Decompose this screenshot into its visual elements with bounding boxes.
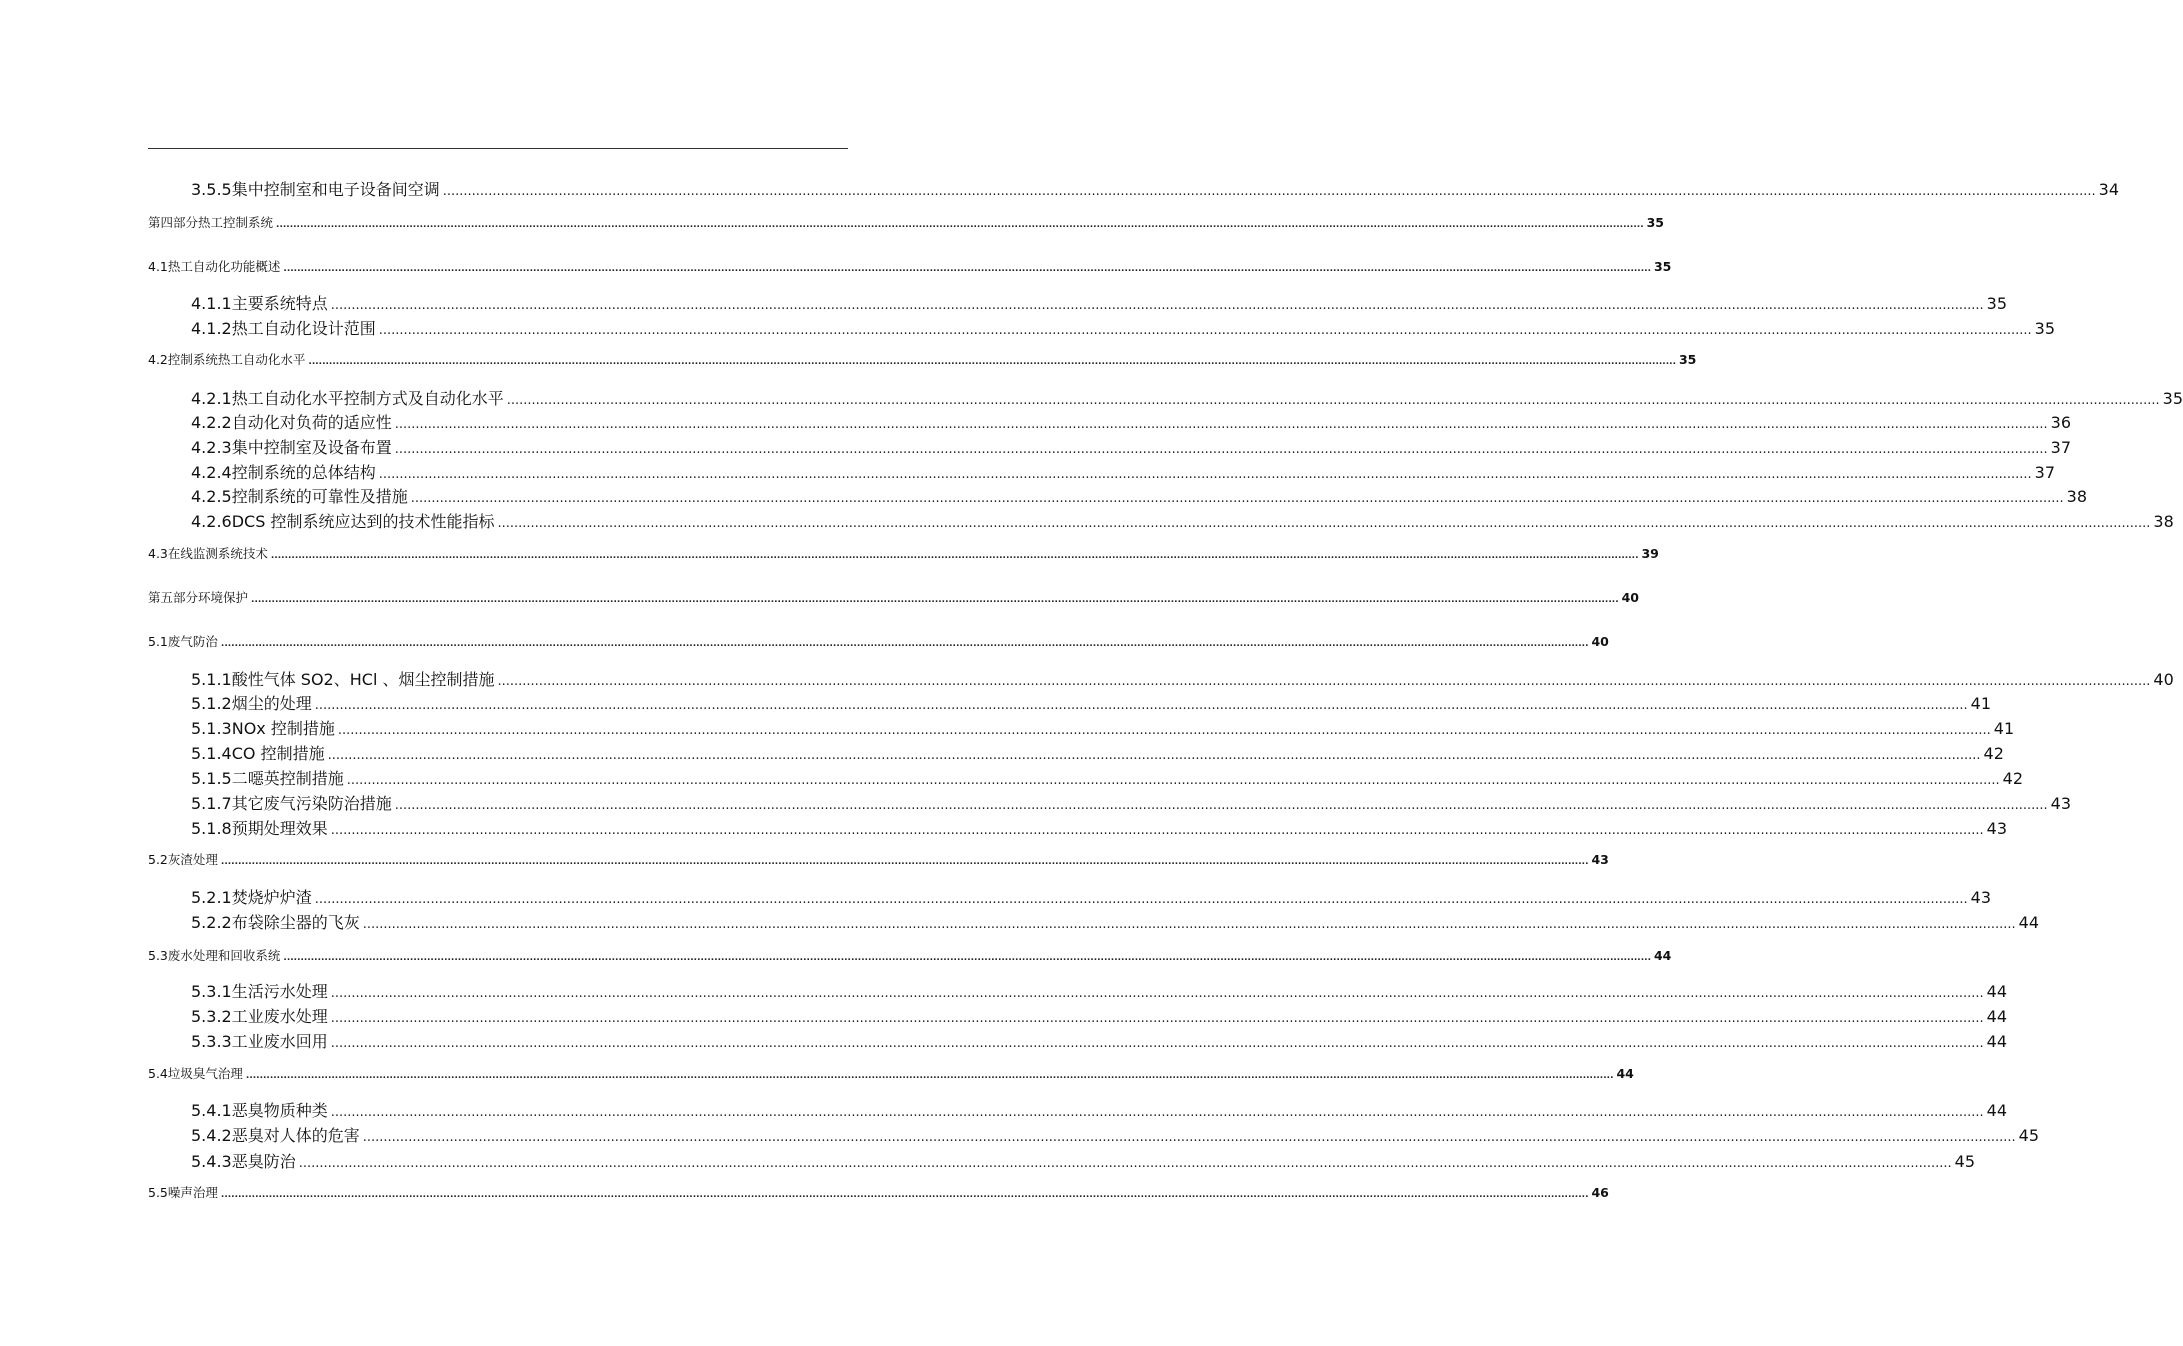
toc-entry-page: 44	[1653, 948, 1672, 963]
toc-entry-number: 5.3.1	[191, 982, 232, 1001]
toc-entry-title: 在线监测系统技术	[167, 546, 268, 561]
toc-entry-number: 3.5.5	[191, 180, 232, 199]
toc-entry-page: 35	[2034, 319, 2056, 338]
toc-leader-dots: ................................................................................................................................................................................................................................................................................................................................................................................................................	[394, 798, 2048, 813]
toc-leader-dots: ................................................................................................................................................................................................................................................................................................................................................................................................................	[308, 357, 1676, 367]
toc-leader-dots: ................................................................................................................................................................................................................................................................................................................................................................................................................	[394, 417, 2048, 432]
toc-entry[interactable]	[191, 410, 2072, 433]
toc-entry-title: 烟尘的处理	[231, 694, 312, 713]
toc-entry[interactable]	[191, 691, 1992, 714]
toc-entry-title: 集中控制室及设备布置	[231, 438, 392, 457]
toc-entry-page: 37	[2050, 438, 2072, 457]
toc-entry[interactable]	[148, 350, 1697, 368]
toc-entry-page: 35	[1646, 215, 1665, 230]
toc-leader-dots: ................................................................................................................................................................................................................................................................................................................................................................................................................	[251, 595, 1619, 605]
toc-entry-number: 5.1.5	[191, 769, 232, 788]
toc-entry-title: 控制系统的总体结构	[231, 463, 376, 482]
toc-entry-number: 4.2.1	[191, 389, 232, 408]
toc-entry-number: 第四部分	[148, 215, 199, 230]
toc-entry[interactable]	[191, 1098, 2008, 1121]
toc-entry-number: 5.4.3	[191, 1152, 232, 1171]
toc-entry[interactable]	[191, 177, 2120, 200]
toc-entry-page: 41	[1993, 719, 2015, 738]
toc-entry[interactable]	[191, 667, 2174, 690]
toc-entry-page: 43	[2050, 794, 2072, 813]
toc-leader-dots: ................................................................................................................................................................................................................................................................................................................................................................................................................	[330, 1036, 1984, 1051]
toc-entry[interactable]	[191, 386, 2183, 409]
toc-entry-page: 44	[2018, 913, 2040, 932]
toc-leader-dots: ................................................................................................................................................................................................................................................................................................................................................................................................................	[497, 516, 2151, 531]
toc-entry-page: 43	[1970, 888, 1992, 907]
toc-entry-page: 39	[1641, 546, 1659, 561]
toc-entry-title: 酸性气体 SO2、HCl 、烟尘控制措施	[231, 670, 495, 689]
toc-entry-title: 焚烧炉炉渣	[231, 888, 312, 907]
toc-entry-page: 35	[1986, 294, 2008, 313]
toc-leader-dots: ................................................................................................................................................................................................................................................................................................................................................................................................................	[330, 1011, 1984, 1026]
toc-entry-title: 恶臭防治	[231, 1152, 296, 1171]
toc-entry-number: 4.2.3	[191, 438, 232, 457]
toc-leader-dots: ................................................................................................................................................................................................................................................................................................................................................................................................................	[245, 1071, 1614, 1081]
toc-entry-page: 43	[1986, 819, 2008, 838]
toc-entry-title: 工业废水回用	[231, 1032, 328, 1051]
toc-entry[interactable]	[191, 291, 2008, 314]
toc-entry-page: 45	[2018, 1126, 2040, 1145]
toc-entry-title: 生活污水处理	[231, 982, 328, 1001]
toc-entry-page: 42	[1983, 744, 2004, 763]
toc-entry-number: 5.1.3	[191, 719, 232, 738]
toc-entry-number: 第五部分	[148, 590, 199, 605]
toc-entry[interactable]	[191, 741, 2004, 764]
toc-entry-number: 5.1.8	[191, 819, 232, 838]
toc-leader-dots: ................................................................................................................................................................................................................................................................................................................................................................................................................	[314, 698, 1968, 713]
toc-entry-page: 44	[1616, 1066, 1634, 1081]
toc-entry[interactable]	[191, 816, 2008, 839]
toc-entry-number: 5.3.2	[191, 1007, 232, 1026]
toc-entry-title: 工业废水处理	[231, 1007, 328, 1026]
toc-entry-title: 控制系统热工自动化水平	[167, 352, 306, 367]
toc-entry[interactable]	[191, 910, 2040, 933]
toc-leader-dots: ................................................................................................................................................................................................................................................................................................................................................................................................................	[330, 298, 1984, 313]
toc-leader-dots: ................................................................................................................................................................................................................................................................................................................................................................................................................	[378, 467, 2032, 482]
toc-entry-page: 41	[1970, 694, 1992, 713]
toc-entry[interactable]	[191, 716, 2015, 739]
toc-entry[interactable]	[191, 979, 2008, 1002]
toc-entry[interactable]	[191, 435, 2072, 458]
toc-entry[interactable]	[191, 1123, 2040, 1146]
toc-entry-title: 热工控制系统	[198, 215, 274, 230]
toc-entry[interactable]	[191, 885, 1992, 908]
toc-entry-number: 5.1.7	[191, 794, 232, 813]
toc-entry-page: 46	[1591, 1185, 1609, 1200]
toc-entry-number: 5.2.2	[191, 913, 232, 932]
toc-leader-dots: ................................................................................................................................................................................................................................................................................................................................................................................................................	[330, 986, 1984, 1001]
toc-leader-dots: ................................................................................................................................................................................................................................................................................................................................................................................................................	[442, 184, 2096, 199]
toc-entry[interactable]	[191, 791, 2072, 814]
toc-leader-dots: ................................................................................................................................................................................................................................................................................................................................................................................................................	[298, 1156, 1952, 1171]
toc-entry-number: 4.2.6	[191, 512, 232, 531]
toc-leader-dots: ................................................................................................................................................................................................................................................................................................................................................................................................................	[497, 674, 2151, 689]
toc-entry-number: 5.4.1	[191, 1101, 232, 1120]
toc-leader-dots: ................................................................................................................................................................................................................................................................................................................................................................................................................	[506, 393, 2160, 408]
toc-entry-title: CO 控制措施	[231, 744, 325, 763]
toc-entry[interactable]	[191, 1149, 1976, 1172]
toc-entry-number: 5.2	[148, 852, 168, 867]
toc-entry[interactable]	[148, 588, 1640, 606]
toc-entry[interactable]	[148, 946, 1672, 964]
toc-entry-number: 4.1.2	[191, 319, 232, 338]
toc-entry-number: 4.2.4	[191, 463, 232, 482]
toc-entry-title: 二噁英控制措施	[231, 769, 344, 788]
toc-entry-number: 5.3.3	[191, 1032, 232, 1051]
toc-entry[interactable]	[148, 1064, 1634, 1082]
toc-entry-title: 布袋除尘器的飞灰	[231, 913, 360, 932]
toc-entry-title: 热工自动化水平控制方式及自动化水平	[231, 389, 504, 408]
toc-leader-dots: ................................................................................................................................................................................................................................................................................................................................................................................................................	[330, 1105, 1984, 1120]
toc-entry-page: 40	[2153, 670, 2174, 689]
toc-entry-number: 4.2.2	[191, 413, 232, 432]
toc-leader-dots: ................................................................................................................................................................................................................................................................................................................................................................................................................	[220, 857, 1589, 867]
toc-entry-number: 4.3	[148, 546, 168, 561]
toc-entry-title: 恶臭物质种类	[231, 1101, 328, 1120]
toc-entry-number: 5.5	[148, 1185, 168, 1200]
toc-entry-page: 38	[2066, 487, 2088, 506]
toc-entry-page: 44	[1986, 1101, 2008, 1120]
toc-entry-title: DCS 控制系统应达到的技术性能指标	[231, 512, 495, 531]
toc-entry-number: 4.1.1	[191, 294, 232, 313]
toc-entry-title: 废气防治	[167, 634, 218, 649]
toc-entry-page: 40	[1621, 590, 1640, 605]
toc-entry-title: 预期处理效果	[231, 819, 328, 838]
toc-entry-page: 34	[2098, 180, 2120, 199]
toc-entry-page: 42	[2002, 769, 2024, 788]
toc-entry-number: 4.2	[148, 352, 168, 367]
toc-entry-page: 36	[2050, 413, 2072, 432]
toc-entry-number: 5.4	[148, 1066, 168, 1081]
toc-entry-page: 35	[1653, 259, 1672, 274]
toc-leader-dots: ................................................................................................................................................................................................................................................................................................................................................................................................................	[330, 823, 1984, 838]
toc-entry-number: 5.1.4	[191, 744, 232, 763]
toc-entry[interactable]	[191, 766, 2024, 789]
toc-entry[interactable]	[191, 1029, 2008, 1052]
toc-leader-dots: ................................................................................................................................................................................................................................................................................................................................................................................................................	[220, 639, 1589, 649]
toc-entry[interactable]	[148, 544, 1659, 562]
toc-entry[interactable]	[191, 316, 2056, 339]
toc-leader-dots: ................................................................................................................................................................................................................................................................................................................................................................................................................	[337, 723, 1991, 738]
toc-entry[interactable]	[191, 484, 2088, 507]
toc-entry-number: 5.4.2	[191, 1126, 232, 1145]
toc-leader-dots: ................................................................................................................................................................................................................................................................................................................................................................................................................	[327, 748, 1981, 763]
toc-entry-number: 5.1	[148, 634, 168, 649]
toc-entry[interactable]	[148, 213, 1665, 231]
toc-entry-title: 恶臭对人体的危害	[231, 1126, 360, 1145]
toc-entry-title: 噪声治理	[167, 1185, 218, 1200]
toc-entry-page: 43	[1591, 852, 1609, 867]
toc-entry-title: NOx 控制措施	[231, 719, 335, 738]
toc-entry[interactable]	[191, 509, 2174, 532]
toc-entry-title: 热工自动化功能概述	[167, 259, 281, 274]
toc-leader-dots: ................................................................................................................................................................................................................................................................................................................................................................................................................	[394, 442, 2048, 457]
toc-entry[interactable]	[191, 460, 2056, 483]
toc-entry-number: 5.2.1	[191, 888, 232, 907]
toc-leader-dots: ................................................................................................................................................................................................................................................................................................................................................................................................................	[410, 491, 2064, 506]
toc-entry-number: 4.2.5	[191, 487, 232, 506]
toc-entry-number: 4.1	[148, 259, 168, 274]
toc-entry-page: 44	[1986, 1007, 2008, 1026]
toc-entry-title: 集中控制室和电子设备间空调	[231, 180, 440, 199]
toc-leader-dots: ................................................................................................................................................................................................................................................................................................................................................................................................................	[362, 1130, 2016, 1145]
toc-entry-page: 40	[1591, 634, 1609, 649]
toc-leader-dots: ................................................................................................................................................................................................................................................................................................................................................................................................................	[378, 323, 2032, 338]
toc-leader-dots: ................................................................................................................................................................................................................................................................................................................................................................................................................	[346, 773, 2000, 788]
toc-leader-dots: ................................................................................................................................................................................................................................................................................................................................................................................................................	[283, 264, 1651, 274]
toc-entry-page: 38	[2153, 512, 2174, 531]
toc-entry-title: 控制系统的可靠性及措施	[231, 487, 408, 506]
toc-entry[interactable]	[148, 257, 1672, 275]
toc-entry-title: 主要系统特点	[231, 294, 328, 313]
toc-leader-dots: ................................................................................................................................................................................................................................................................................................................................................................................................................	[220, 1190, 1589, 1200]
toc-leader-dots: ................................................................................................................................................................................................................................................................................................................................................................................................................	[362, 917, 2016, 932]
toc-leader-dots: ................................................................................................................................................................................................................................................................................................................................................................................................................	[283, 953, 1651, 963]
toc-entry[interactable]	[148, 1183, 1609, 1201]
toc-entry-page: 37	[2034, 463, 2056, 482]
toc-entry-title: 热工自动化设计范围	[231, 319, 376, 338]
toc-entry[interactable]	[148, 850, 1609, 868]
toc-entry-number: 5.1.2	[191, 694, 232, 713]
toc-entry-page: 44	[1986, 1032, 2008, 1051]
toc-entry[interactable]	[191, 1004, 2008, 1027]
toc-entry-title: 其它废气污染防治措施	[231, 794, 392, 813]
toc-entry-page: 45	[1954, 1152, 1976, 1171]
toc-entry-number: 5.1.1	[191, 670, 232, 689]
toc-entry[interactable]	[148, 632, 1609, 650]
toc-entry-title: 垃圾臭气治理	[167, 1066, 243, 1081]
toc-entry-title: 自动化对负荷的适应性	[231, 413, 392, 432]
toc-leader-dots: ................................................................................................................................................................................................................................................................................................................................................................................................................	[276, 220, 1644, 230]
toc-entry-title: 环境保护	[198, 590, 249, 605]
toc-leader-dots: ................................................................................................................................................................................................................................................................................................................................................................................................................	[314, 892, 1968, 907]
toc-leader-dots: ................................................................................................................................................................................................................................................................................................................................................................................................................	[270, 551, 1639, 561]
toc-entry-title: 灰渣处理	[167, 852, 218, 867]
toc-entry-page: 35	[1678, 352, 1697, 367]
toc-entry-page: 35	[2162, 389, 2183, 408]
toc-entry-page: 44	[1986, 982, 2008, 1001]
toc-entry-title: 废水处理和回收系统	[167, 948, 281, 963]
toc-entry-number: 5.3	[148, 948, 168, 963]
